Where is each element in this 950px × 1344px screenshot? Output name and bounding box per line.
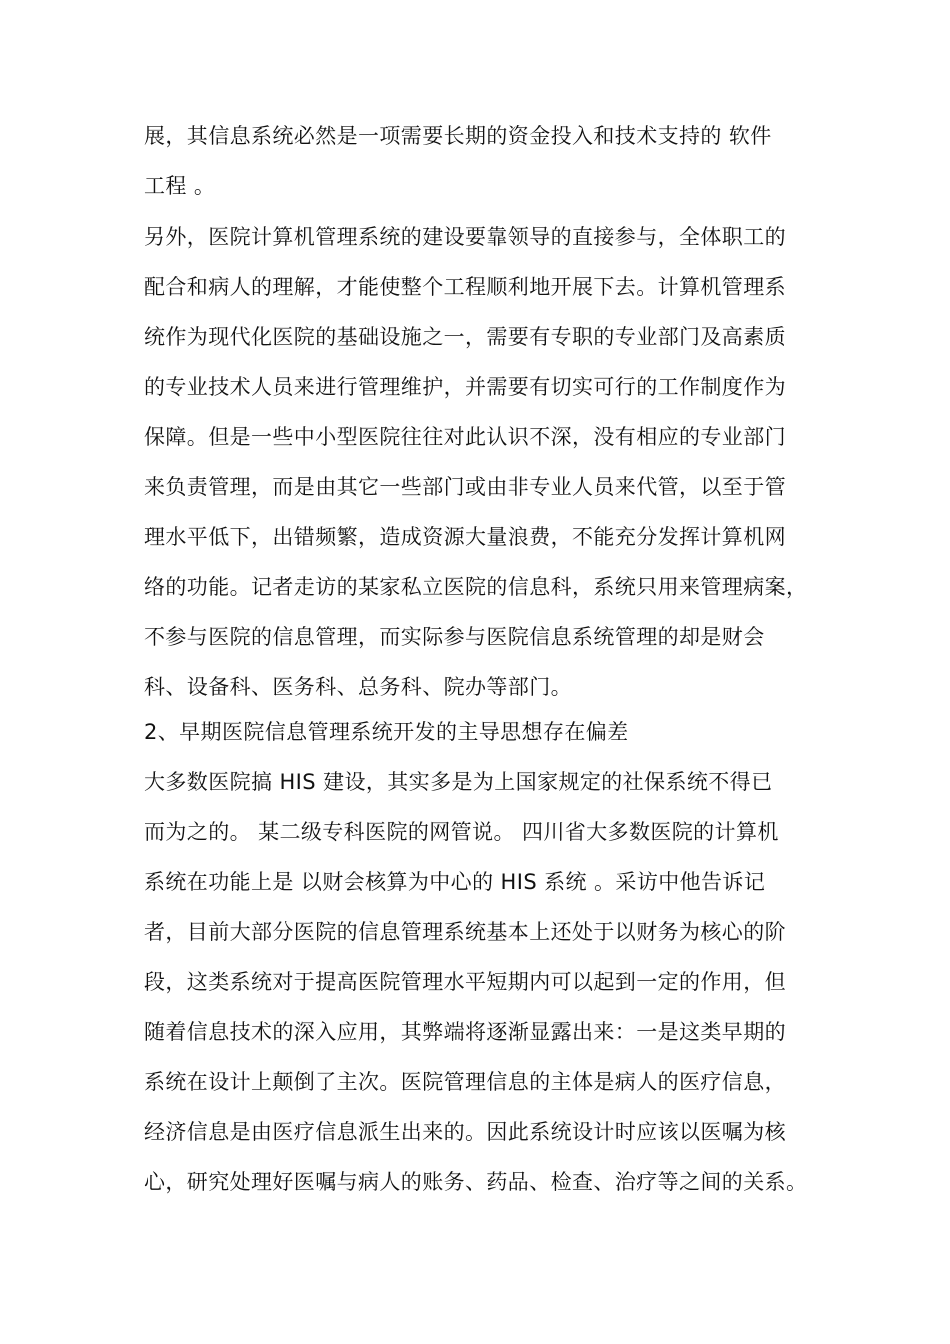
text-line: 系统在设计上颠倒了主次。医院管理信息的主体是病人的医疗信息， [144,1070,786,1094]
text-line: 而为之的。 某二级专科医院的网管说。 四川省大多数医院的计算机 [144,820,779,844]
text-line: 不参与医院的信息管理，而实际参与医院信息系统管理的却是财会 [144,625,765,649]
text-line: 统作为现代化医院的基础设施之一，需要有专职的专业部门及高素质 [144,325,786,349]
text-line: 者，目前大部分医院的信息管理系统基本上还处于以财务为核心的阶 [144,920,786,944]
text-line: 配合和病人的理解，才能使整个工程顺利地开展下去。计算机管理系 [144,275,786,299]
text-line: 系统在功能上是 以财会核算为中心的 HIS 系统 。采访中他告诉记 [144,870,766,894]
text-line: 经济信息是由医疗信息派生出来的。因此系统设计时应该以医嘱为核 [144,1120,786,1144]
text-line: 段，这类系统对于提高医院管理水平短期内可以起到一定的作用，但 [144,970,786,994]
text-line: 保障。但是一些中小型医院往往对此认识不深，没有相应的专业部门 [144,425,786,449]
text-line: 随着信息技术的深入应用，其弊端将逐渐显露出来：一是这类早期的 [144,1020,786,1044]
text-line: 理水平低下，出错频繁，造成资源大量浪费，不能充分发挥计算机网 [144,525,786,549]
text-line: 科、设备科、医务科、总务科、院办等部门。 [144,675,572,699]
text-line: 工程 。 [144,174,216,198]
text-line: 大多数医院搞 HIS 建设，其实多是为上国家规定的社保系统不得已 [144,770,773,794]
text-line: 展，其信息系统必然是一项需要长期的资金投入和技术支持的 软件 [144,124,772,148]
text-line: 另外，医院计算机管理系统的建设要靠领导的直接参与，全体职工的 [144,225,786,249]
text-line: 来负责管理，而是由其它一些部门或由非专业人员来代管，以至于管 [144,475,786,499]
text-line: 心，研究处理好医嘱与病人的账务、药品、检查、治疗等之间的关系。 [144,1170,808,1194]
text-line: 络的功能。记者走访的某家私立医院的信息科，系统只用来管理病案， [144,575,808,599]
text-line: 的专业技术人员来进行管理维护，并需要有切实可行的工作制度作为 [144,375,786,399]
section-heading: 2、早期医院信息管理系统开发的主导思想存在偏差 [144,720,629,744]
